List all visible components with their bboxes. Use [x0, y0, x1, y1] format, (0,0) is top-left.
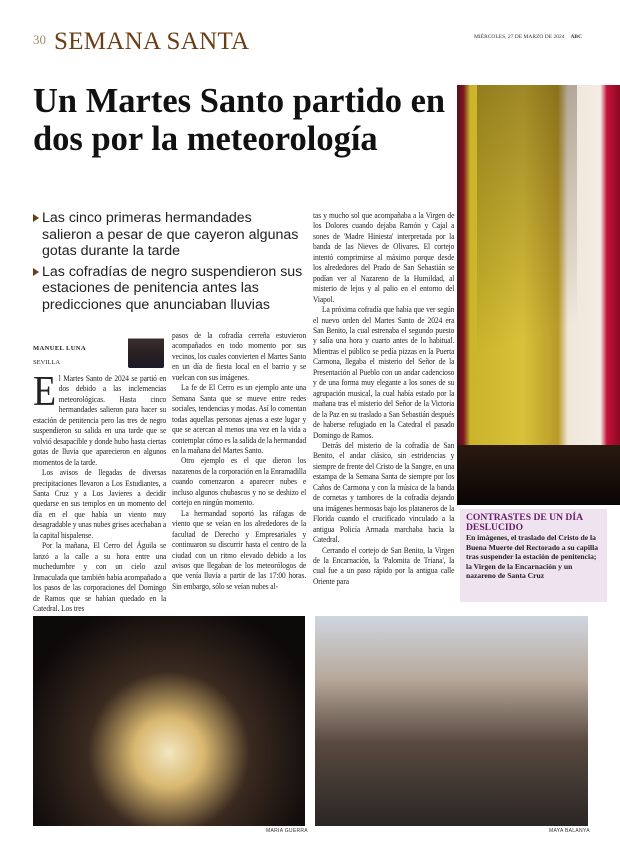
paragraph: La próxima cofradía que había que ver según el nuevo orden del Martes Santo de 2024 era San Benito, la cual estrenaba el segundo puesto y salía una hora y cuarto antes de lo habitual. Mientras el público se pedía pizzas en la Puerta Carmona, llegaba el misterio del Señor de la Presentación al Pueblo con un andar cadencioso y de una forma muy elegante a los sones de su agrupación musical, la cual había estado por la mañana tras el misterio del Señor de la Victoria de la Paz en su traslado a San Sebastián después de haberse refugiado en la Catedral el pasado Domingo de Ramos.: [313, 305, 455, 440]
paragraph: Cerrando el cortejo de San Benito, la Virgen de la Encarnación, la 'Palomita de Triana', la cual fue a un paso rápido por la antigua calle Oriente para: [313, 545, 455, 586]
headline: Un Martes Santo partido en dos por la meteorología: [33, 82, 446, 158]
paragraph: Otro ejemplo es el que dieron los nazarenos de la corporación en la Enramadilla cuando comenzaron a aparecer nubes e incluso algunos chubascos y no se deshizo el cortejo en ningún momento.: [172, 456, 307, 508]
location: SEVILLA: [33, 359, 61, 366]
paper-name: ABC: [570, 34, 583, 40]
photo-credit: MARIA GUERRA: [266, 828, 308, 834]
paragraph: La fe de El Cerro es un ejemplo ante una Semana Santa que se mueve entre redes sociales, tendencias y modas. Así lo comentan todas aquellas personas ajenas a este lugar y que se acercan al menos una vez en la vida a contemplar cómo es la salida de la hermandad en la mañana del Martes Santo.: [172, 383, 307, 455]
photo-nazareno-street: [315, 616, 588, 826]
dateline: [474, 34, 582, 40]
photo-virgen-encarnacion: [33, 616, 305, 826]
caption-title: CONTRASTES DE UN DÍA DESLUCIDO: [466, 512, 583, 533]
paragraph: l Martes Santo de 2024 se partió en dos debido a las inclemencias meteorológicas. Hasta cinco hermandades salieron para hacer su estación de penitencia pero las tres de negro suspendieron su salida en una tarde que se volvió desapacible y donde hubo hasta ciertas gotas de lluvia que aparecieron en algunos momentos de la tarde.: [33, 374, 167, 467]
paragraph: Detrás del misterio de la cofradía de San Benito, el andar clásico, sin estridencias y siempre de frente del Cristo de la Sangre, en una estampa de la Semana Santa de siempre por los Caños de Carmona y con la música de la banda de cornetas y tambores de la cofradía dejando una imágenes hermosas bajo los plataneros de la Florida cuando el crucificado vinculado a la antigua Policía Armada marchaba hacia la Catedral.: [313, 440, 455, 545]
body-column-3: [313, 211, 454, 587]
drop-cap: E: [33, 369, 57, 415]
body-column-1: [33, 369, 167, 614]
page-number: 30: [33, 32, 46, 47]
body-column-2: [172, 331, 306, 592]
paragraph: Los avisos de llegadas de diversas precipitaciones llevaron a Los Estudiantes, a Santa Cruz y a Los Javieres a decidir quedarse en sus templos en un momento del día en el que había un viento muy desagradable y unas nubes grises acechaban a la capital hispalense.: [33, 468, 167, 540]
author: MANUEL LUNA: [33, 345, 86, 352]
section-title: SEMANA SANTA: [54, 28, 250, 55]
date: MIÉRCOLES, 27 DE MARZO DE 2024: [474, 34, 565, 40]
paragraph: Por la mañana, El Cerro del Águila se lanzó a la calle a su hora entre una muchedumbre y con un cielo azul Inmaculada que también había acompañado a los pasos de las corporaciones del Domingo de Ramos que se habían quedado en la Catedral. Los tres: [33, 541, 167, 613]
photo-nazareno-wall: [457, 85, 620, 505]
bullet: Las cofradías de negro suspendieron sus estaciones de penitencia antes las predicciones que anunciaban lluvias: [33, 264, 303, 314]
paragraph: tas y mucho sol que acompañaba a la Virgen de los Dolores cuando dejaba Ramón y Cajal a sones de 'Madre Hiniesta' interpretada por la banda de las Nieves de Olivares. El cortejo intentó comprimirse al máximo porque desde los alrededores del Prado de San Sebastián se podían ver al Nazareno de la Humildad, al misterio de lejos y al palio en el entorno del Viapol.: [313, 211, 455, 304]
author-photo: [128, 331, 164, 368]
byline: [33, 342, 86, 370]
caption-text: En imágenes, el traslado del Cristo de la Buena Muerte del Rectorado a su capilla tras suspender la estación de penitencia; la Virgen de la Encarnación y un nazareno de Santa Cruz: [466, 533, 599, 580]
paragraph: pasos de la cofradía cerreña estuvieron acompañados en todo momento por sus vecinos, los cuales convierten el Martes Santo en un día de fiesta local en el barrio y se vuelcan con sus imágenes.: [172, 331, 307, 382]
summary-bullets: [33, 210, 303, 318]
photo-caption-box: [460, 509, 607, 602]
photo-credit: MAYA BALANYA: [549, 828, 590, 834]
paragraph: La hermandad soportó las ráfagas de viento que se veían en los alrededores de la facultad de Derecho y Empresariales y continuaron su discurrir hasta el centro de la ciudad con un ritmo elevado debido a los avisos que llegaban de los meteorólogos de que venía lluvia a partir de las 17:00 horas. Sin embargo, sólo se veían nubes al-: [172, 508, 307, 591]
bullet: Las cinco primeras hermandades salieron a pesar de que cayeron algunas gotas durante la tarde: [33, 210, 303, 260]
